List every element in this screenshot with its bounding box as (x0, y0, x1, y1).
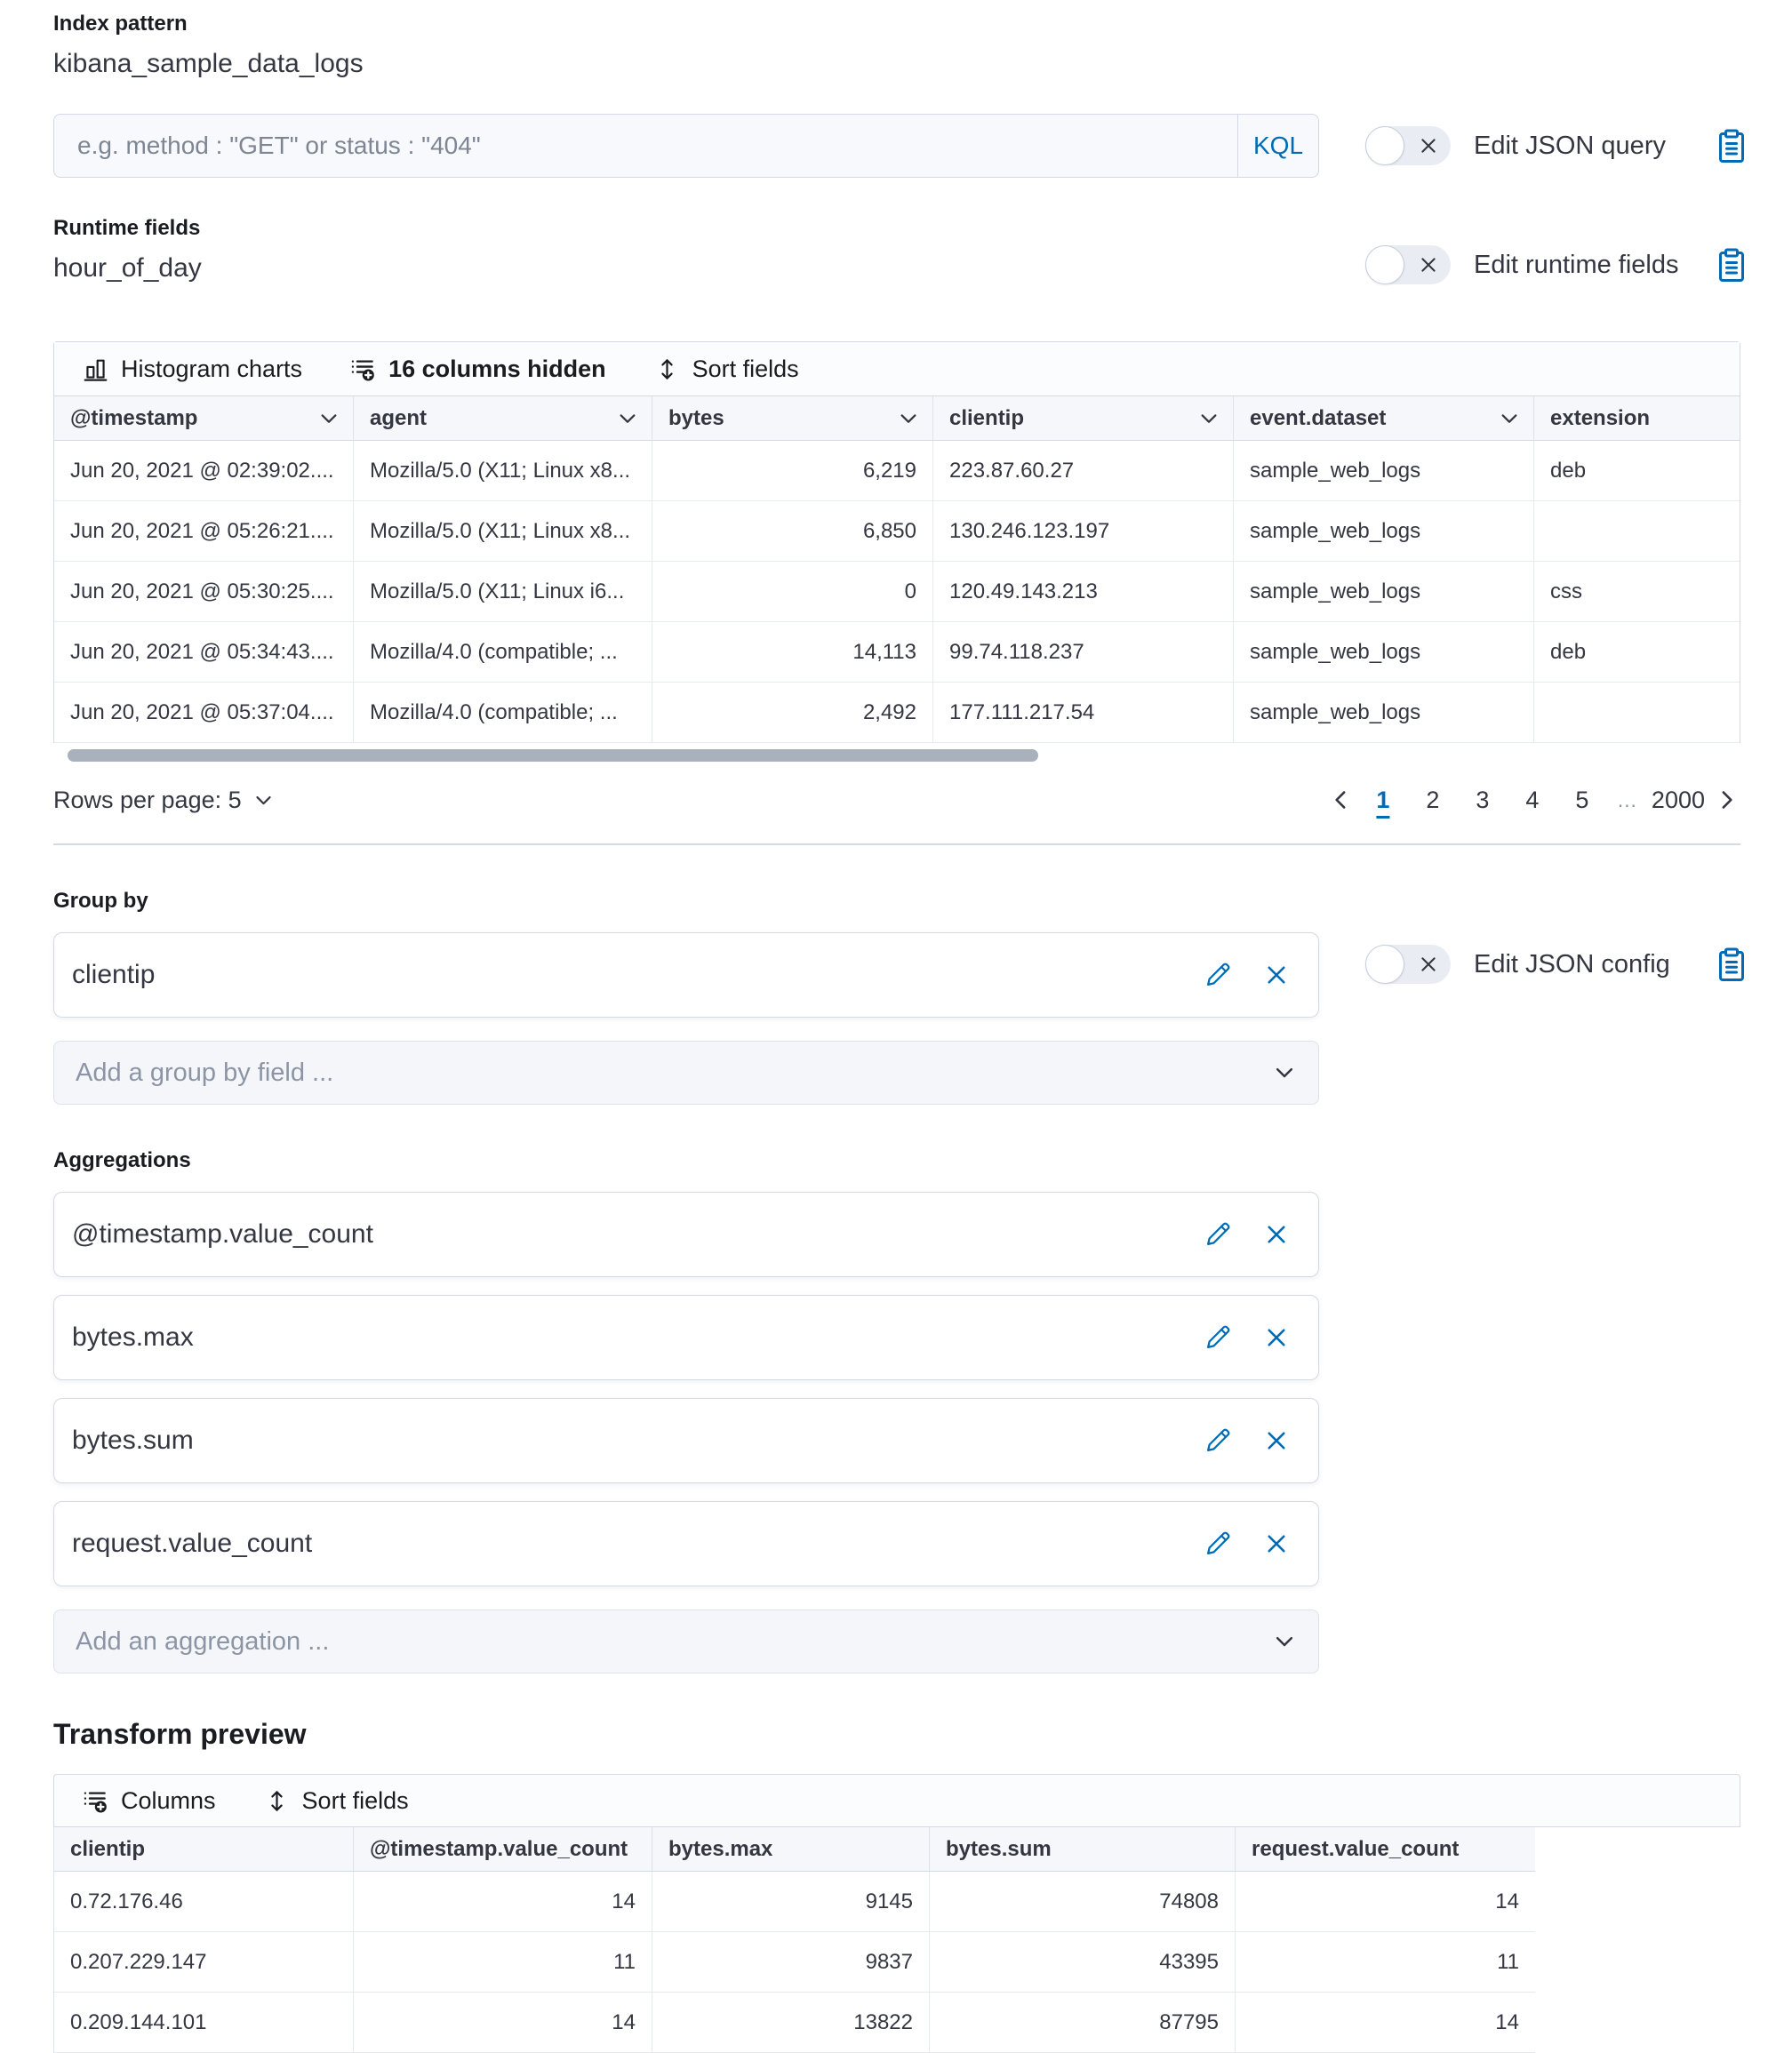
page-number[interactable]: 2000 (1651, 786, 1705, 813)
table-cell: Mozilla/5.0 (X11; Linux i6... (354, 562, 652, 622)
table-cell: 2,492 (652, 683, 933, 743)
source-table (54, 396, 1740, 743)
edit-json-query-toggle[interactable] (1365, 126, 1451, 165)
column-header-label: bytes.sum (946, 1836, 1052, 1861)
table-cell: 87795 (930, 1993, 1236, 2053)
sort-fields-label: Sort fields (692, 355, 799, 382)
page-number[interactable]: 1 (1376, 786, 1390, 813)
group-by-item (53, 932, 1319, 1018)
edit-pencil-icon[interactable] (1204, 1427, 1231, 1454)
table-cell: sample_web_logs (1234, 683, 1534, 743)
histogram-icon (83, 356, 108, 382)
toggle-knob (1365, 126, 1404, 165)
list-add-icon (350, 356, 376, 382)
preview-column-header[interactable] (354, 1827, 652, 1872)
page-number[interactable]: 4 (1525, 786, 1540, 813)
table-cell: deb (1534, 441, 1740, 501)
table-cell: 43395 (930, 1932, 1236, 1993)
toggle-off-x-icon (1418, 254, 1439, 276)
table-cell (1534, 501, 1740, 562)
edit-runtime-fields-label: Edit runtime fields (1474, 250, 1679, 279)
section-divider (53, 843, 1740, 845)
toggle-knob (1365, 245, 1404, 284)
table-cell: 130.246.123.197 (933, 501, 1234, 562)
table-cell: sample_web_logs (1234, 562, 1534, 622)
preview-column-header[interactable] (54, 1827, 354, 1872)
table-cell: 0.207.229.147 (54, 1932, 354, 1993)
edit-json-config-controls (1319, 922, 1740, 1007)
table-cell: Mozilla/5.0 (X11; Linux x8... (354, 501, 652, 562)
column-header-label: clientip (70, 1836, 146, 1861)
pagination-ellipsis: … (1616, 787, 1637, 811)
preview-sort-fields-label: Sort fields (301, 1786, 409, 1814)
page-number[interactable]: 3 (1476, 786, 1490, 813)
edit-pencil-icon[interactable] (1204, 1221, 1231, 1248)
delete-x-icon[interactable] (1263, 1221, 1290, 1248)
aggregation-item-actions (1204, 1221, 1290, 1248)
index-pattern-section (53, 9, 1740, 82)
transform-preview-section (53, 1718, 1740, 2053)
columns-hidden-button[interactable] (350, 355, 606, 383)
table-cell: 6,850 (652, 501, 933, 562)
table-cell: 14,113 (652, 622, 933, 683)
query-search-box (53, 114, 1319, 178)
runtime-fields-info (53, 213, 1319, 286)
toggle-off-x-icon (1418, 954, 1439, 975)
edit-runtime-fields-controls (1319, 245, 1740, 284)
source-data-grid (53, 341, 1740, 743)
table-cell: sample_web_logs (1234, 501, 1534, 562)
group-by-section (53, 886, 1740, 1105)
chevron-down-icon (252, 789, 275, 811)
table-cell: 11 (1236, 1932, 1535, 1993)
copy-query-icon[interactable] (1714, 126, 1749, 165)
column-header-label: agent (370, 405, 428, 430)
column-header-label: @timestamp (70, 405, 198, 430)
add-group-by-placeholder: Add a group by field ... (76, 1058, 334, 1087)
histogram-charts-label: Histogram charts (121, 355, 303, 382)
query-row (53, 114, 1740, 178)
table-cell: Jun 20, 2021 @ 05:37:04.... (54, 683, 354, 743)
table-cell: 120.49.143.213 (933, 562, 1234, 622)
table-cell: css (1534, 562, 1740, 622)
table-cell: 14 (1236, 1993, 1535, 2053)
preview-columns-button[interactable] (83, 1787, 216, 1815)
copy-runtime-fields-icon[interactable] (1714, 245, 1749, 284)
table-cell: 6,219 (652, 441, 933, 501)
column-header-label: @timestamp.value_count (370, 1836, 628, 1861)
aggregation-item (53, 1501, 1319, 1586)
edit-json-config-toggle[interactable] (1365, 945, 1451, 984)
sort-icon (264, 1788, 290, 1814)
horizontal-scrollbar-thumb[interactable] (68, 749, 1038, 762)
table-cell: 74808 (930, 1872, 1236, 1932)
table-cell: Jun 20, 2021 @ 05:26:21.... (54, 501, 354, 562)
page-number[interactable]: 5 (1575, 786, 1589, 813)
transform-preview-title: Transform preview (53, 1718, 307, 1750)
list-add-icon (83, 1788, 108, 1814)
sort-fields-button[interactable] (654, 355, 799, 383)
table-cell: deb (1534, 622, 1740, 683)
column-header-label: bytes (668, 405, 724, 430)
table-cell: 0.209.144.101 (54, 1993, 354, 2053)
aggregations-label: Aggregations (53, 1148, 191, 1172)
toggle-knob (1365, 945, 1404, 984)
query-search-input[interactable] (54, 115, 1237, 177)
page-number[interactable]: 2 (1426, 786, 1440, 813)
columns-hidden-label: 16 columns hidden (388, 355, 606, 382)
rows-per-page-label: Rows per page: 5 (53, 786, 242, 813)
chevron-down-icon (1197, 407, 1220, 430)
aggregation-item (53, 1192, 1319, 1277)
table-cell: 14 (354, 1872, 652, 1932)
column-header-label: event.dataset (1250, 405, 1387, 430)
aggregations-left (53, 1146, 1319, 1674)
preview-column-header[interactable] (930, 1827, 1236, 1872)
copy-config-icon[interactable] (1714, 945, 1749, 984)
aggregation-item-label: @timestamp.value_count (72, 1219, 373, 1249)
sort-icon (654, 356, 680, 382)
preview-table (53, 1827, 1535, 2053)
add-aggregation-placeholder: Add an aggregation ... (76, 1626, 330, 1656)
chevron-down-icon (1272, 1629, 1297, 1654)
table-cell: 13822 (652, 1993, 930, 2053)
delete-x-icon[interactable] (1263, 1324, 1290, 1351)
table-cell: 177.111.217.54 (933, 683, 1234, 743)
pagination (1327, 779, 1740, 820)
column-header-bytes[interactable] (652, 396, 933, 441)
edit-pencil-icon[interactable] (1204, 1530, 1231, 1557)
aggregation-item-label: bytes.sum (72, 1426, 194, 1455)
table-cell: 99.74.118.237 (933, 622, 1234, 683)
next-page-icon[interactable] (1714, 787, 1740, 813)
table-cell: sample_web_logs (1234, 622, 1534, 683)
column-header-label: clientip (949, 405, 1025, 430)
query-language-button[interactable]: KQL (1237, 115, 1318, 177)
group-by-left (53, 886, 1319, 1105)
delete-x-icon[interactable] (1263, 962, 1290, 988)
aggregation-item (53, 1398, 1319, 1483)
table-cell: sample_web_logs (1234, 441, 1534, 501)
rows-per-page-button[interactable] (53, 787, 275, 814)
add-aggregation-select[interactable] (53, 1610, 1319, 1674)
index-pattern-value: kibana_sample_data_logs (53, 49, 364, 78)
source-grid-toolbar (54, 342, 1740, 396)
pager-row (53, 779, 1740, 820)
aggregation-item-actions (1204, 1427, 1290, 1454)
column-header-extension[interactable] (1534, 396, 1740, 441)
table-cell: Jun 20, 2021 @ 05:30:25.... (54, 562, 354, 622)
histogram-charts-button[interactable] (83, 355, 302, 383)
preview-toolbar (53, 1774, 1740, 1827)
table-cell (1534, 683, 1740, 743)
table-cell: Jun 20, 2021 @ 05:34:43.... (54, 622, 354, 683)
preview-sort-fields-button[interactable] (264, 1787, 409, 1815)
runtime-fields-value: hour_of_day (53, 253, 202, 283)
edit-json-query-controls (1319, 126, 1740, 165)
runtime-fields-label: Runtime fields (53, 216, 201, 240)
preview-column-header[interactable] (1236, 1827, 1535, 1872)
add-group-by-select[interactable] (53, 1041, 1319, 1105)
edit-pencil-icon[interactable] (1204, 962, 1231, 988)
column-header-label: bytes.max (668, 1836, 773, 1861)
edit-runtime-fields-toggle[interactable] (1365, 245, 1451, 284)
group-by-item-actions (1204, 962, 1290, 988)
table-cell: Mozilla/4.0 (compatible; ... (354, 683, 652, 743)
preview-column-header[interactable] (652, 1827, 930, 1872)
column-header-label: request.value_count (1252, 1836, 1460, 1861)
aggregations-section (53, 1146, 1740, 1674)
group-by-label: Group by (53, 889, 148, 913)
chevron-down-icon (1498, 407, 1521, 430)
table-cell: Mozilla/5.0 (X11; Linux x8... (354, 441, 652, 501)
group-by-item-label: clientip (72, 960, 156, 989)
column-header-agent[interactable] (354, 396, 652, 441)
table-cell: 223.87.60.27 (933, 441, 1234, 501)
delete-x-icon[interactable] (1263, 1530, 1290, 1557)
delete-x-icon[interactable] (1263, 1427, 1290, 1454)
previous-page-icon[interactable] (1327, 787, 1354, 813)
preview-columns-label: Columns (121, 1786, 216, 1814)
chevron-down-icon (317, 407, 340, 430)
column-header-timestamp[interactable] (54, 396, 354, 441)
table-cell: 11 (354, 1932, 652, 1993)
aggregation-item-actions (1204, 1530, 1290, 1557)
aggregation-item-label: request.value_count (72, 1529, 313, 1558)
chevron-down-icon (616, 407, 639, 430)
edit-pencil-icon[interactable] (1204, 1324, 1231, 1351)
aggregation-item-label: bytes.max (72, 1322, 194, 1352)
table-cell: 9837 (652, 1932, 930, 1993)
table-cell: 14 (1236, 1872, 1535, 1932)
table-cell: Mozilla/4.0 (compatible; ... (354, 622, 652, 683)
horizontal-scrollbar-track (55, 749, 1739, 762)
chevron-down-icon (1272, 1060, 1297, 1085)
runtime-fields-section (53, 213, 1740, 286)
aggregation-item (53, 1295, 1319, 1380)
table-cell: 14 (354, 1993, 652, 2053)
table-cell: 0 (652, 562, 933, 622)
column-header-label: extension (1550, 405, 1651, 430)
toggle-off-x-icon (1418, 135, 1439, 156)
edit-json-query-label: Edit JSON query (1474, 131, 1666, 160)
column-header-clientip[interactable] (933, 396, 1234, 441)
edit-json-config-label: Edit JSON config (1474, 949, 1670, 979)
table-cell: 0.72.176.46 (54, 1872, 354, 1932)
chevron-down-icon (897, 407, 920, 430)
table-cell: Jun 20, 2021 @ 02:39:02.... (54, 441, 354, 501)
aggregation-item-actions (1204, 1324, 1290, 1351)
index-pattern-label: Index pattern (53, 12, 188, 36)
column-header-event-dataset[interactable] (1234, 396, 1534, 441)
table-cell: 9145 (652, 1872, 930, 1932)
